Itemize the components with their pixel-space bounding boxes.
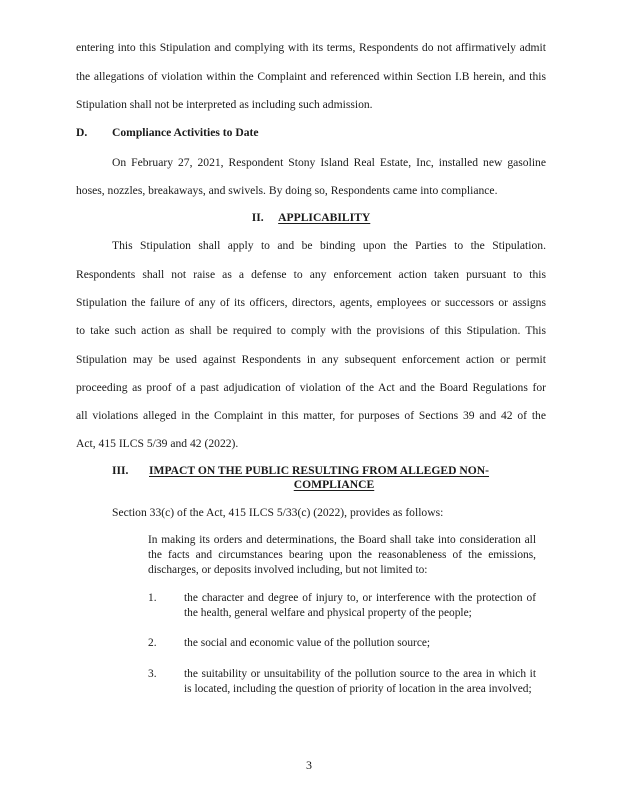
section-ii-line: proceeding as proof of a past adjudication of violation of the Act and the Board Regulations for [76,381,546,394]
intro-line: entering into this Stipulation and complying with its terms, Respondents do not affirmatively admit [76,41,546,54]
section-iii-intro: Section 33(c) of the Act, 415 ILCS 5/33(c) (2022), provides as follows: [112,506,444,519]
section-d-title: Compliance Activities to Date [112,126,259,139]
section-ii-line: Stipulation may be used against Respondents in any subsequent enforcement action or permit [76,353,546,366]
intro-line: Stipulation shall not be interpreted as including such admission. [76,98,373,111]
section-ii-line: all violations alleged in the Complaint in this matter, for purposes of Sections 39 and 42 of the [76,409,546,422]
statute-item-text: the social and economic value of the pollution source; [184,637,431,649]
section-iii-title-line1: IMPACT ON THE PUBLIC RESULTING FROM ALLEGED NON- [149,464,490,477]
section-ii-line: This Stipulation shall apply to and be binding upon the Parties to the Stipulation. [112,239,546,252]
section-ii-title: APPLICABILITY [278,211,371,224]
statute-item-text: the suitability or unsuitability of the pollution source to the area in which it is located, including the question of priority of location in the area involved; [184,668,536,695]
section-d-letter: D. [76,126,88,139]
section-d-line: On February 27, 2021, Respondent Stony Island Real Estate, Inc, installed new gasoline [112,156,546,169]
intro-line: the allegations of violation within the Complaint and referenced within Section I.B herein, and this [76,70,546,83]
section-ii-line: to take such action as shall be required to comply with the provisions of this Stipulation. This [76,324,546,337]
statute-quote: In making its orders and determinations, the Board shall take into consideration all the facts and circumstances bearing upon the reasonableness of the emissions, discharges, or deposits involved including, but not limited to: [148,534,536,576]
statute-item-number: 3. [148,668,157,680]
statute-item-number: 2. [148,637,157,649]
page-number: 3 [306,758,312,772]
statute-item-number: 1. [148,592,157,604]
section-d-line: hoses, nozzles, breakaways, and swivels. By doing so, Respondents came into compliance. [76,184,498,197]
section-ii-line: Act, 415 ILCS 5/39 and 42 (2022). [76,437,239,450]
section-ii-heading [76,211,546,225]
section-iii-numeral: III. [112,464,129,477]
section-ii-line: Respondents shall not raise as a defense to any enforcement action taken pursuant to this [76,268,546,281]
section-ii-numeral: II. [251,211,264,224]
statute-item-text: the character and degree of injury to, or interference with the protection of the health, general welfare and physical property of the people; [184,592,536,619]
section-iii-title-line2: COMPLIANCE [293,478,375,491]
section-ii-line: Stipulation the failure of any of its officers, directors, agents, employees or successors or assigns [76,296,546,309]
